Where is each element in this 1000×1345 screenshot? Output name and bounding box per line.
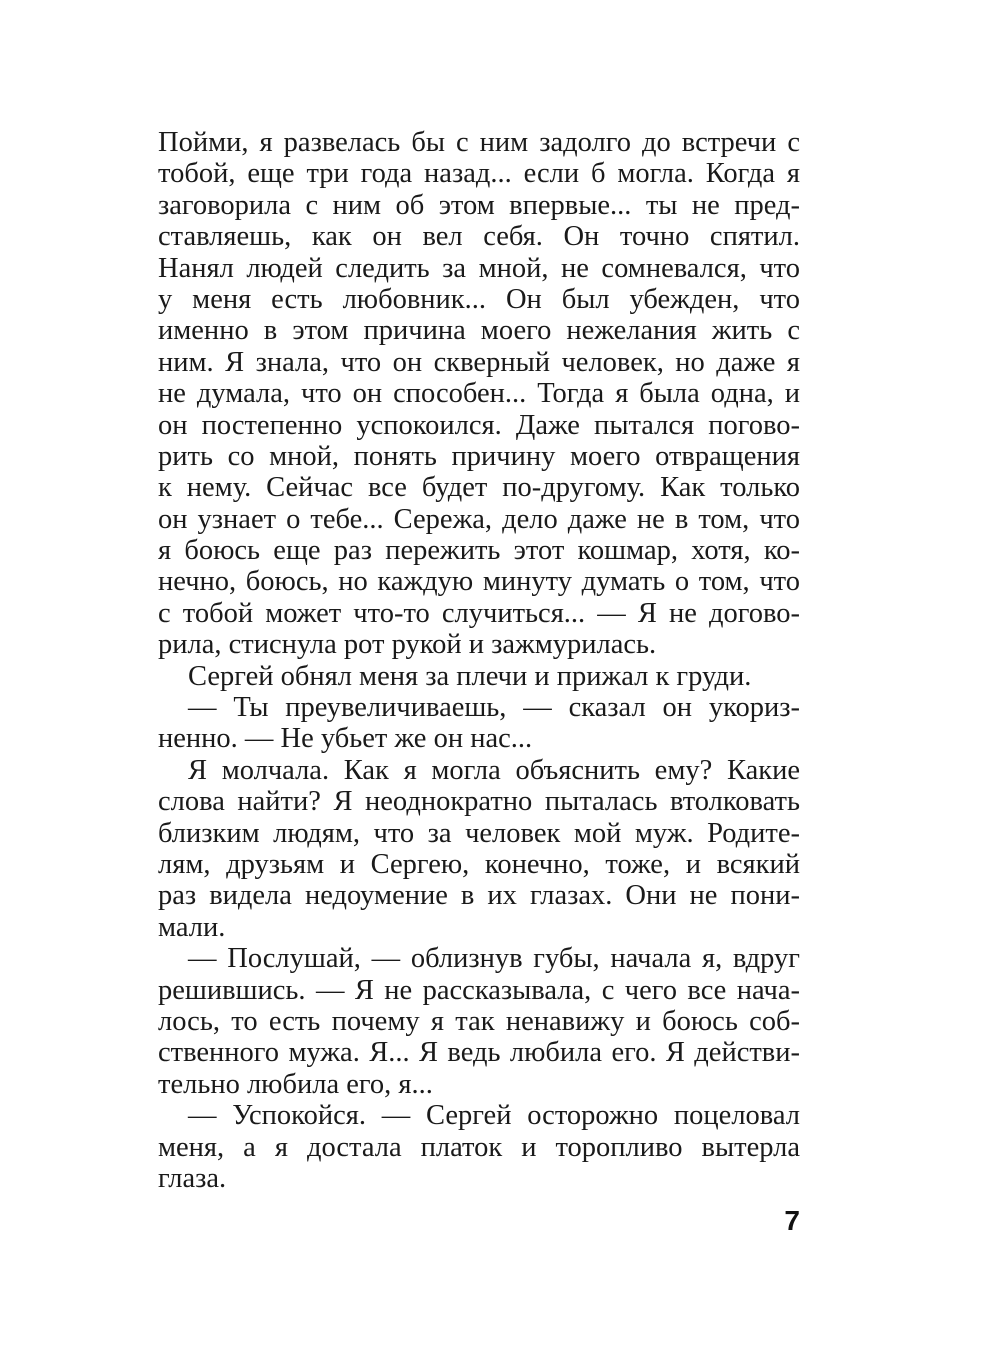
text-line: — Послушай, — облизнув губы, начала я, вдруг [188, 943, 800, 975]
text-line: Нанял людей следить за мной, не сомневался, что [158, 252, 800, 284]
text-line: — Ты преувеличиваешь, — сказал он укориз- [188, 692, 800, 724]
text-line: рить со мной, понять причину моего отвращения [158, 440, 800, 472]
text-line: — Успокойся. — Сергей осторожно поцеловал [188, 1100, 800, 1132]
text-line: тельно любила его, я... [158, 1068, 433, 1100]
text-line: заговорила с ним об этом впервые... ты не пред- [158, 189, 800, 221]
text-line: раз видела недоумение в их глазах. Они не пони- [158, 880, 800, 912]
text-line: тобой, еще три года назад... если б могла. Когда я [158, 158, 800, 190]
text-line: не думала, что он способен... Тогда я была одна, и [158, 378, 800, 410]
text-line: у меня есть любовник... Он был убежден, что [158, 283, 800, 315]
text-line: лям, друзьям и Сергею, конечно, тоже, и всякий [158, 848, 800, 880]
text-line: Я молчала. Как я могла объяснить ему? Какие [188, 754, 800, 786]
text-line: я боюсь еще раз пережить этот кошмар, хотя, ко- [158, 535, 800, 567]
text-line: близким людям, что за человек мой муж. Родите- [158, 817, 800, 849]
page-number: 7 [784, 1205, 800, 1236]
text-line: мали. [158, 911, 226, 943]
text-line: он узнает о тебе... Сережа, дело даже не в том, что [158, 503, 800, 535]
text-line: он постепенно успокоился. Даже пытался погово- [158, 409, 800, 441]
text-line: глаза. [158, 1162, 227, 1194]
text-line: лось, то есть почему я так ненавижу и боюсь соб- [158, 1005, 800, 1037]
text-line: именно в этом причина моего нежелания жить с [158, 315, 800, 347]
text-line: ненно. — Не убьет же он нас... [158, 723, 533, 755]
text-line: ним. Я знала, что он скверный человек, но даже я [158, 346, 800, 378]
text-line: ставляешь, как он вел себя. Он точно спятил. [158, 221, 800, 253]
text-line: рила, стиснула рот рукой и зажмурилась. [158, 629, 657, 661]
text-line: Пойми, я развелась бы с ним задолго до встречи с [158, 127, 800, 158]
text-line: Сергей обнял меня за плечи и прижал к груди. [188, 660, 752, 692]
text-line: нечно, боюсь, но каждую минуту думать о том, что [158, 566, 800, 598]
text-line: меня, а я достала платок и торопливо вытерла [158, 1131, 800, 1163]
text-line: ственного мужа. Я... Я ведь любила его. Я действи- [158, 1037, 800, 1069]
text-line: с тобой может что-то случиться... — Я не догово- [158, 597, 800, 629]
body-text [158, 127, 800, 1194]
text-line: решившись. — Я не рассказывала, с чего все нача- [158, 974, 800, 1006]
text-line: слова найти? Я неоднократно пыталась втолковать [158, 786, 800, 818]
text-line: к нему. Сейчас все будет по-другому. Как только [158, 472, 800, 504]
